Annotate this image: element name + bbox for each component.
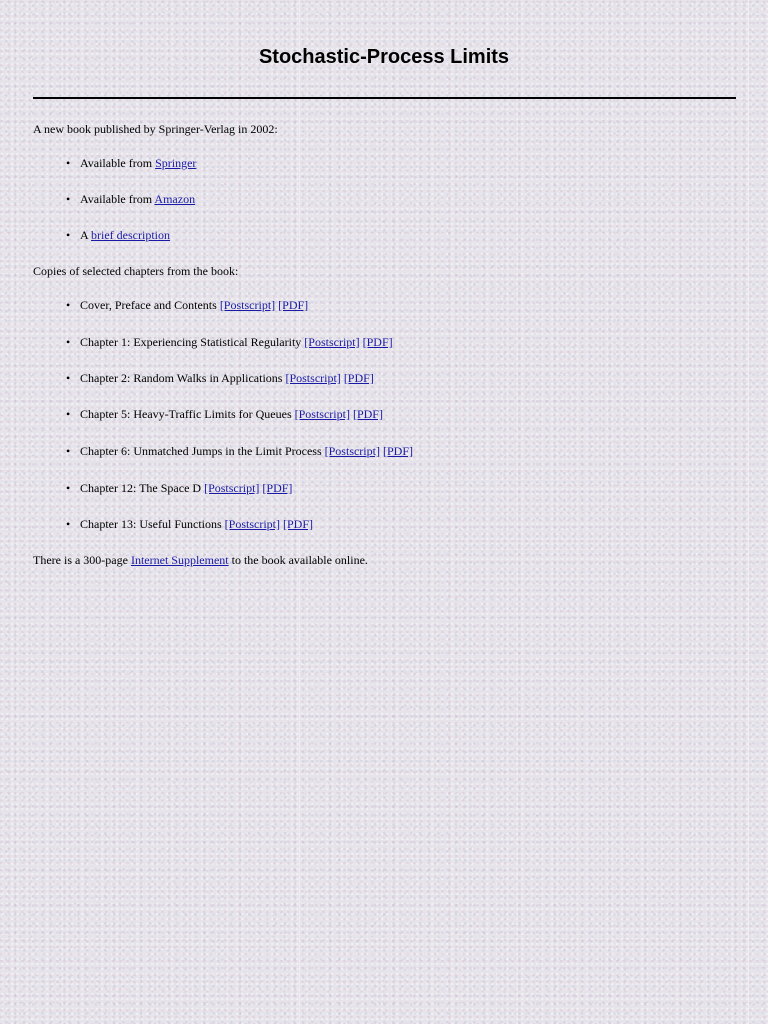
springer-link[interactable]: Springer [155,156,197,170]
background-seam [299,0,300,1024]
postscript-link[interactable]: [Postscript] [204,481,260,495]
pdf-link[interactable]: [PDF] [362,335,393,349]
bullet-icon: • [66,517,71,531]
pdf-link[interactable]: [PDF] [382,444,413,458]
pdf-link[interactable]: [PDF] [352,407,383,421]
chapter-item-1 [66,334,393,350]
list-item-prefix: A [80,228,92,242]
background-seam [748,0,749,1024]
chapter-label: Chapter 1: Experiencing Statistical Regularity [80,335,302,349]
pdf-link[interactable]: [PDF] [278,298,309,312]
page-title: Stochastic-Process Limits [258,46,510,68]
chapters-intro-text: Copies of selected chapters from the book: [33,264,239,278]
pdf-link[interactable]: [PDF] [262,481,293,495]
postscript-link[interactable]: [Postscript] [219,298,276,312]
bullet-icon: • [66,298,71,312]
postscript-link[interactable]: [Postscript] [294,407,350,421]
list-item-prefix: Available from [80,192,155,206]
brief-description-link[interactable]: brief description [91,228,170,242]
horizontal-rule [33,97,736,99]
bullet-icon: • [66,444,71,458]
postscript-link[interactable]: [Postscript] [224,517,280,531]
chapter-item-5 [66,406,383,422]
chapter-item-6 [66,443,413,459]
bullet-icon: • [66,335,71,349]
bullet-icon: • [66,371,71,385]
intro-text: A new book published by Springer-Verlag in 2002: [33,122,278,136]
list-item-springer [66,155,196,171]
amazon-link[interactable]: Amazon [154,192,196,206]
chapter-item-13 [66,516,313,532]
chapter-label: Cover, Preface and Contents [80,298,217,312]
pdf-link[interactable]: [PDF] [283,517,314,531]
chapter-label: Chapter 5: Heavy-Traffic Limits for Queues [80,407,292,421]
postscript-link[interactable]: [Postscript] [324,444,380,458]
chapter-item-12 [66,480,292,496]
bullet-icon: • [66,481,71,495]
supplement-prefix: There is a 300-page [33,553,131,567]
list-item-prefix: Available from [80,156,156,170]
chapter-item-contents [66,297,308,313]
chapter-item-2 [66,370,374,386]
chapter-label: Chapter 6: Unmatched Jumps in the Limit Process [80,444,322,458]
pdf-link[interactable]: [PDF] [343,371,374,385]
postscript-link[interactable]: [Postscript] [304,335,360,349]
postscript-link[interactable]: [Postscript] [285,371,341,385]
internet-supplement-link[interactable]: Internet Supplement [130,553,229,567]
list-item-amazon [66,191,195,207]
list-item-description [66,227,170,243]
chapter-label: Chapter 12: The Space D [80,481,202,495]
supplement-suffix: to the book available online. [228,553,368,567]
chapter-label: Chapter 13: Useful Functions [80,517,222,531]
bullet-icon: • [66,192,71,206]
bullet-icon: • [66,407,71,421]
bullet-icon: • [66,228,71,242]
bullet-icon: • [66,156,71,170]
chapter-label: Chapter 2: Random Walks in Applications [80,371,283,385]
supplement-text [33,552,368,568]
